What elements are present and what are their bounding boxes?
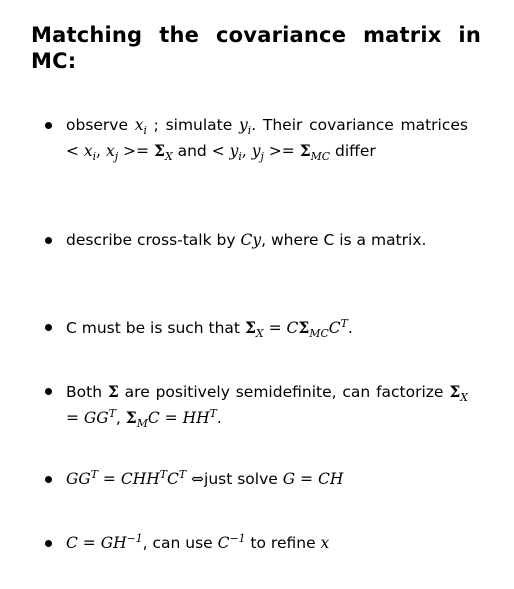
math-run: Cy bbox=[240, 231, 262, 249]
bullet-refine bbox=[66, 531, 468, 556]
bullet-dot bbox=[45, 237, 52, 244]
math-run: M bbox=[136, 417, 148, 431]
math-run: x bbox=[134, 116, 144, 134]
math-run: = bbox=[159, 409, 183, 427]
math-run: GG bbox=[66, 470, 91, 488]
math-run: MC bbox=[309, 327, 329, 341]
math-run: j bbox=[114, 150, 119, 164]
math-run: −1 bbox=[126, 531, 143, 545]
math-run: x bbox=[320, 534, 330, 552]
bullet-text-run: to refine bbox=[245, 534, 321, 552]
bullet-text bbox=[66, 116, 468, 164]
bullet-dot bbox=[45, 122, 52, 129]
math-run: Σ bbox=[449, 382, 461, 401]
math-run: , bbox=[241, 142, 252, 160]
math-run: x bbox=[106, 142, 115, 160]
math-run: = bbox=[77, 534, 101, 552]
bullet-dot bbox=[45, 388, 52, 395]
math-run: x bbox=[83, 142, 93, 160]
bullet-text-run: , can use bbox=[142, 534, 218, 552]
math-run: HH bbox=[182, 409, 210, 427]
bullet-text bbox=[66, 467, 344, 488]
math-run: Σ bbox=[107, 382, 119, 401]
math-run: T bbox=[90, 467, 98, 481]
math-run: X bbox=[255, 327, 264, 341]
math-run: T bbox=[209, 406, 217, 420]
math-run: C bbox=[147, 409, 160, 427]
bullet-text-run: Both bbox=[66, 383, 108, 401]
bullet-text-run: differ bbox=[330, 142, 376, 160]
math-run: y bbox=[239, 116, 248, 134]
math-run: G bbox=[282, 470, 296, 488]
math-run: CHH bbox=[120, 470, 160, 488]
bullet-text-run: , where C is a matrix. bbox=[261, 231, 427, 249]
math-run: i bbox=[92, 150, 97, 164]
bullet-text-run: are positively semidefinite, can factorize bbox=[118, 383, 450, 401]
math-run: j bbox=[260, 150, 264, 164]
math-run: y bbox=[229, 142, 239, 160]
bullet-text bbox=[66, 316, 353, 341]
bullet-text-run: and bbox=[172, 142, 212, 160]
math-run: Σ bbox=[298, 318, 310, 337]
bullet-text-run: , bbox=[115, 409, 126, 427]
math-run: i bbox=[143, 124, 147, 138]
bullet-cross-talk bbox=[66, 228, 468, 253]
math-run: = bbox=[66, 409, 84, 427]
math-run: i bbox=[247, 124, 252, 138]
math-run: MC bbox=[310, 150, 331, 164]
bullet-text-run: . bbox=[216, 409, 222, 427]
math-run: T bbox=[340, 316, 348, 330]
bullet-c-such-that bbox=[66, 315, 468, 341]
math-run: >= bbox=[263, 142, 300, 160]
math-run: Σ bbox=[125, 408, 137, 427]
bullet-dot bbox=[45, 540, 52, 547]
math-run: , bbox=[96, 142, 106, 160]
math-run: X bbox=[460, 391, 469, 405]
math-run: < bbox=[66, 142, 84, 160]
math-run: = bbox=[263, 319, 287, 337]
math-run: CH bbox=[317, 470, 344, 488]
math-run: Σ bbox=[153, 141, 165, 160]
math-run: C bbox=[217, 534, 230, 552]
bullet-dot bbox=[45, 324, 52, 331]
math-run: Σ bbox=[299, 141, 311, 160]
bullet-solve bbox=[66, 467, 468, 492]
bullet-text-run: just solve bbox=[204, 470, 283, 488]
bullet-text-run: . Their covariance matrices bbox=[251, 116, 468, 134]
bullet-text-run: . bbox=[347, 319, 353, 337]
math-run: T bbox=[108, 406, 116, 420]
math-run: y bbox=[251, 142, 261, 160]
math-run: C bbox=[66, 534, 78, 552]
slide-title: Matching the covariance matrix in MC: bbox=[31, 23, 481, 73]
math-run: C bbox=[166, 470, 179, 488]
bullet-semidefinite bbox=[66, 379, 468, 431]
math-run: GH bbox=[100, 534, 127, 552]
bullet-dot bbox=[45, 476, 52, 483]
math-run: X bbox=[164, 150, 173, 164]
math-run: ⇔ bbox=[186, 470, 205, 488]
math-run: T bbox=[159, 467, 167, 481]
bullet-text-run: observe bbox=[66, 116, 135, 134]
math-run: C bbox=[328, 319, 341, 337]
math-run: Σ bbox=[244, 318, 256, 337]
bullet-text bbox=[66, 531, 330, 552]
math-run: T bbox=[178, 467, 187, 481]
bullet-text-run: describe cross-talk by bbox=[66, 231, 241, 249]
bullet-text bbox=[66, 231, 426, 249]
math-run: i bbox=[238, 150, 242, 164]
bullet-text bbox=[66, 382, 469, 431]
math-run: = bbox=[98, 470, 121, 488]
math-run: C bbox=[286, 319, 299, 337]
math-run: >= bbox=[118, 142, 154, 160]
math-run: GG bbox=[83, 409, 109, 427]
math-run: = bbox=[295, 470, 318, 488]
bullet-text-run: C must be is such that bbox=[66, 319, 245, 337]
math-run: −1 bbox=[229, 531, 246, 545]
bullet-text-run: ; simulate bbox=[146, 116, 239, 134]
math-run: < bbox=[211, 142, 230, 160]
bullet-observe bbox=[66, 113, 468, 164]
